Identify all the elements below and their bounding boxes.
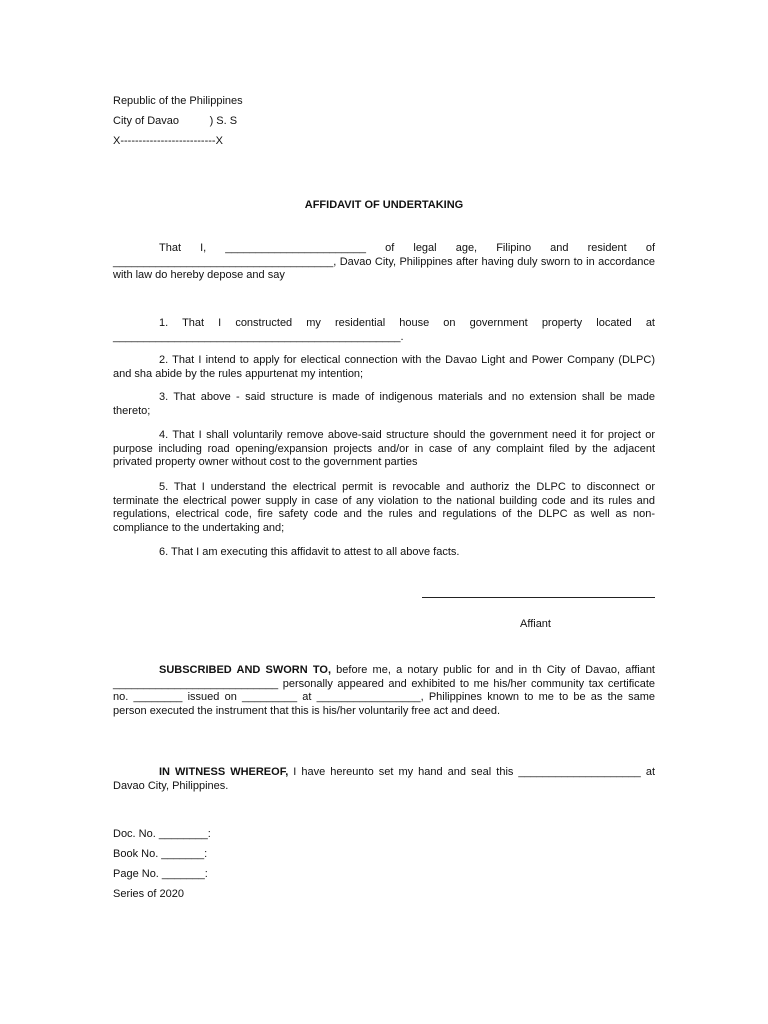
item-1-text: 1. That I constructed my residential house on government property located at _______________________________________________. — [113, 317, 655, 343]
item-3-text: 3. That above - said structure is made of indigenous materials and no extension shall be made thereto; — [113, 391, 655, 417]
item-6-text: 6. That I am executing this affidavit to attest to all above facts. — [159, 546, 460, 558]
book-no: Book No. _______: — [113, 848, 208, 860]
page-no: Page No. _______: — [113, 868, 208, 880]
witness-text: I have hereunto set my hand and seal this ____________________ at Davao City, Philippines. — [113, 766, 656, 792]
series-year: Series of 2020 — [113, 888, 184, 900]
item-1 — [113, 317, 655, 344]
header-separator: X--------------------------X — [113, 135, 223, 147]
item-2-text: 2. That I intend to apply for electical connection with the Davao Light and Power Company (DLPC) and sha abide by the rules appurtenat my intention; — [113, 354, 655, 380]
item-6 — [113, 546, 655, 560]
affiant-label: Affiant — [520, 618, 551, 630]
jurat-text: before me, a notary public for and in th City of Davao, affiant ___________________________ personally appeared and exhibited to me his/her community tax certificate no. ________ issued on _________ at _________________, Philippines known to me to be as the same person executed the instrument that this is his/her voluntarily free act and deed. — [113, 664, 655, 717]
item-5 — [113, 481, 655, 535]
signature-line — [422, 597, 655, 598]
jurat-paragraph — [113, 664, 655, 718]
item-5-text: 5. That I understand the electrical permit is revocable and authoriz the DLPC to disconnect or terminate the electrical power supply in case of any violation to the national building code and its rules and regulations, electrical code, fire safety code and the rules and regulations of the DLPC as well as non-compliance to the undertaking and; — [113, 481, 655, 534]
witness-lead: IN WITNESS WHEREOF, — [159, 766, 289, 778]
intro-paragraph — [113, 242, 655, 283]
header-republic: Republic of the Philippines — [113, 95, 243, 107]
header-city: City of Davao ) S. S — [113, 115, 238, 127]
item-4-text: 4. That I shall voluntarily remove above-said structure should the government need it for project or purpose including road opening/expansion projects and/or in case of any complaint filed by the adjacent privated property owner without cost to the government parties — [113, 429, 655, 468]
item-2 — [113, 354, 655, 381]
jurat-lead: SUBSCRIBED AND SWORN TO, — [159, 664, 331, 676]
intro-text: That I, _______________________ of legal age, Filipino and resident of ____________________________________, Davao City, Philippines after having duly sworn to in accordance with law do hereby depose and say — [113, 242, 655, 281]
doc-no: Doc. No. ________: — [113, 828, 211, 840]
witness-paragraph — [113, 766, 655, 793]
document-title: AFFIDAVIT OF UNDERTAKING — [304, 199, 464, 211]
item-3 — [113, 391, 655, 418]
item-4 — [113, 429, 655, 470]
